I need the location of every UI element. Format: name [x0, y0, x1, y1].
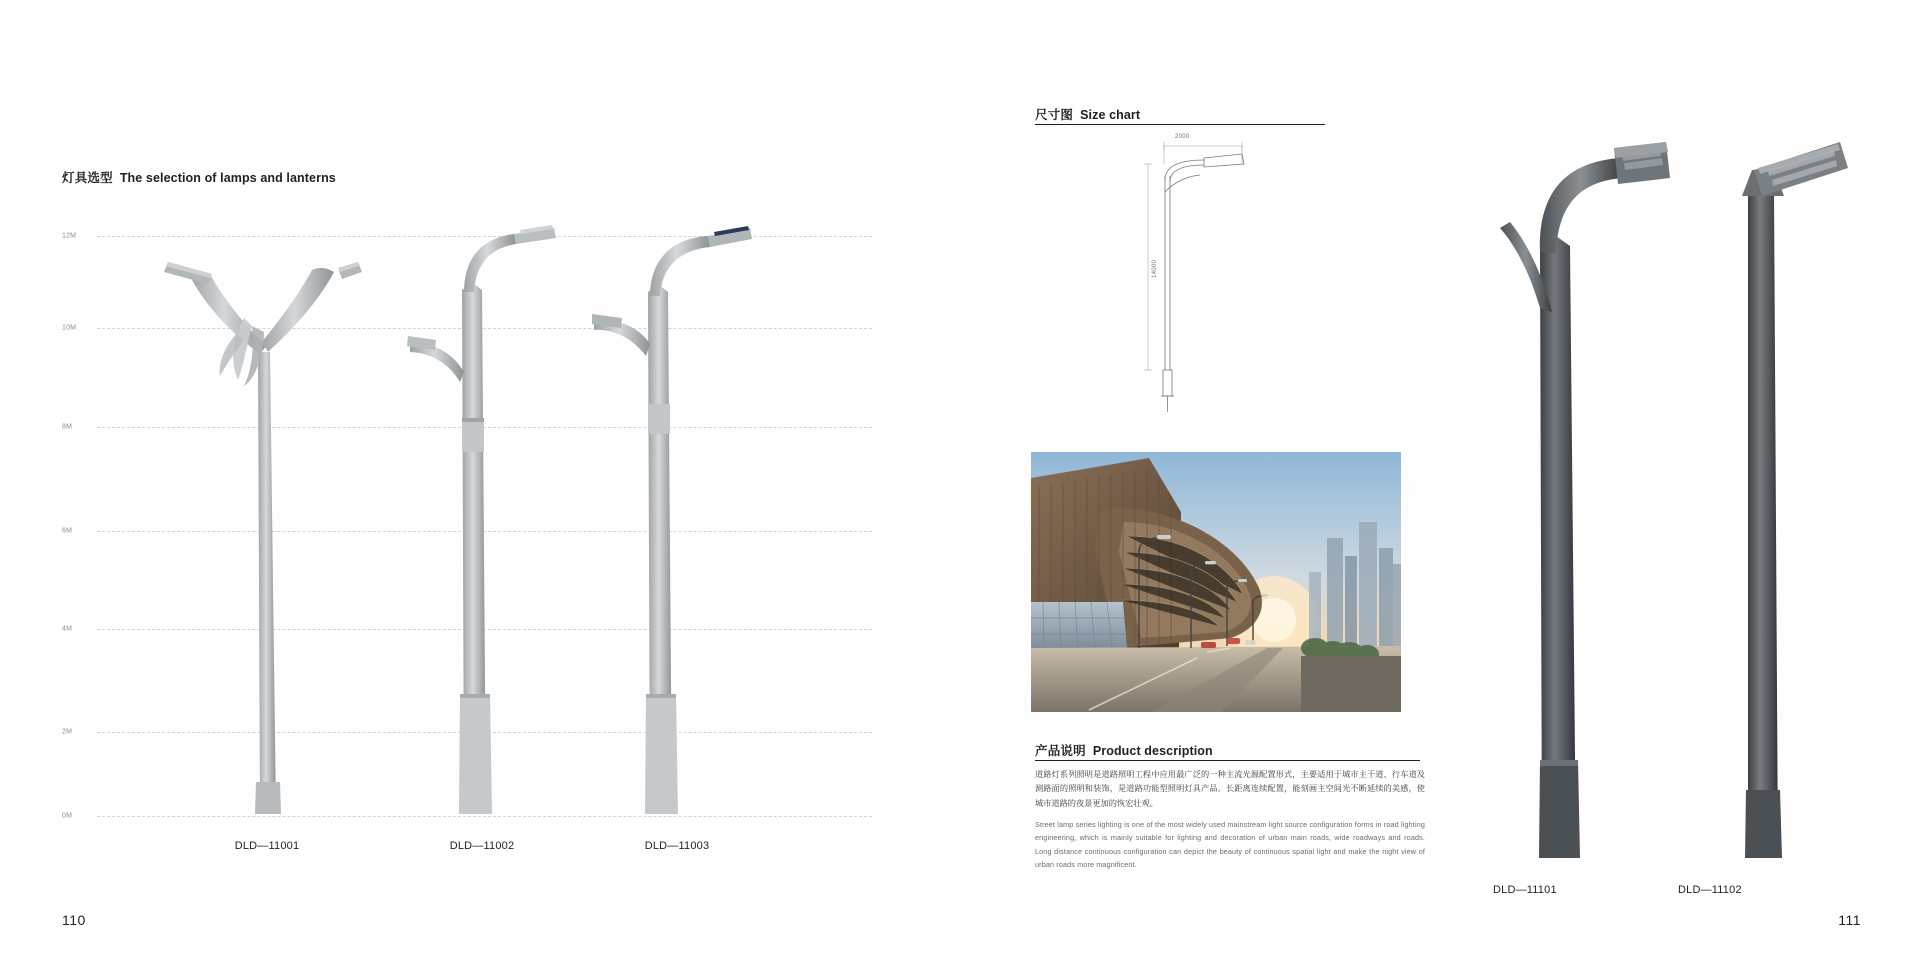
product-description-en: Street lamp series lighting is one of the most widely used mainstream light source configuration forms in road lighting engineering, which is mainly suitable for lighting and decoration of urban main roads, wide roadways and roads. Long distance continuous configuration can depict the beauty of continuous spatial light and make the night view of urban roads more magnificent.	[1035, 820, 1425, 869]
lamp-figure-dld-11003	[592, 222, 792, 822]
lamp-selection-title-cn: 灯具选型	[62, 171, 113, 185]
product-description-title-en: Product description	[1092, 744, 1213, 758]
gridlabel-8m: 8M	[62, 423, 73, 431]
product-description-divider	[1035, 760, 1420, 761]
gridlabel-4m: 4M	[62, 625, 73, 633]
product-figure-dld-11102	[1690, 140, 1850, 880]
lamp-caption-dld-11002: DLD—11002	[449, 840, 515, 852]
street-lighting-photo	[1031, 452, 1401, 712]
product-description-title	[1035, 741, 1213, 759]
lamp-figure-dld-11001	[152, 222, 382, 822]
gridlabel-2m: 2M	[62, 728, 73, 736]
gridlabel-12m: 12M	[62, 232, 77, 240]
product-description-title-cn: 产品说明	[1035, 744, 1086, 758]
page-number-left: 110	[62, 912, 86, 928]
page-number-right: 111	[1838, 912, 1861, 928]
product-caption-dld-11101: DLD—11101	[1493, 884, 1557, 896]
lamp-height-chart	[62, 222, 872, 852]
lamp-selection-title-en: The selection of lamps and lanterns	[119, 171, 336, 185]
dimension-label-top: 2000	[1175, 134, 1190, 140]
size-chart-title-en: Size chart	[1080, 108, 1141, 122]
lamp-caption-dld-11003: DLD—11003	[644, 840, 710, 852]
gridlabel-6m: 6M	[62, 527, 73, 535]
lamp-figure-dld-11002	[402, 222, 582, 822]
size-chart-title	[1035, 105, 1140, 123]
gridlabel-10m: 10M	[62, 324, 77, 332]
size-chart-divider	[1035, 124, 1325, 125]
product-caption-dld-11102: DLD—11102	[1678, 884, 1742, 896]
lamp-selection-title	[62, 168, 336, 186]
lamp-caption-dld-11001: DLD—11001	[234, 840, 300, 852]
product-figure-dld-11101	[1480, 140, 1670, 880]
size-chart-technical-drawing	[1108, 130, 1318, 420]
size-chart-title-cn: 尺寸图	[1035, 108, 1074, 122]
product-description-cn: 道路灯系列照明是道路照明工程中应用最广泛的一种主流光源配置形式，主要适用于城市主干道、行车道及测路面的照明和装饰，是道路功能型照明灯具产品。长距离连续配置，能刻画主空间光不断延续的美感，使城市道路的夜景更加的恢宏壮观。	[1035, 770, 1425, 808]
dimension-label-height: 14000	[1152, 259, 1158, 278]
street-lighting-photo-illustration	[1031, 452, 1401, 712]
gridlabel-0m: 0M	[62, 812, 73, 820]
